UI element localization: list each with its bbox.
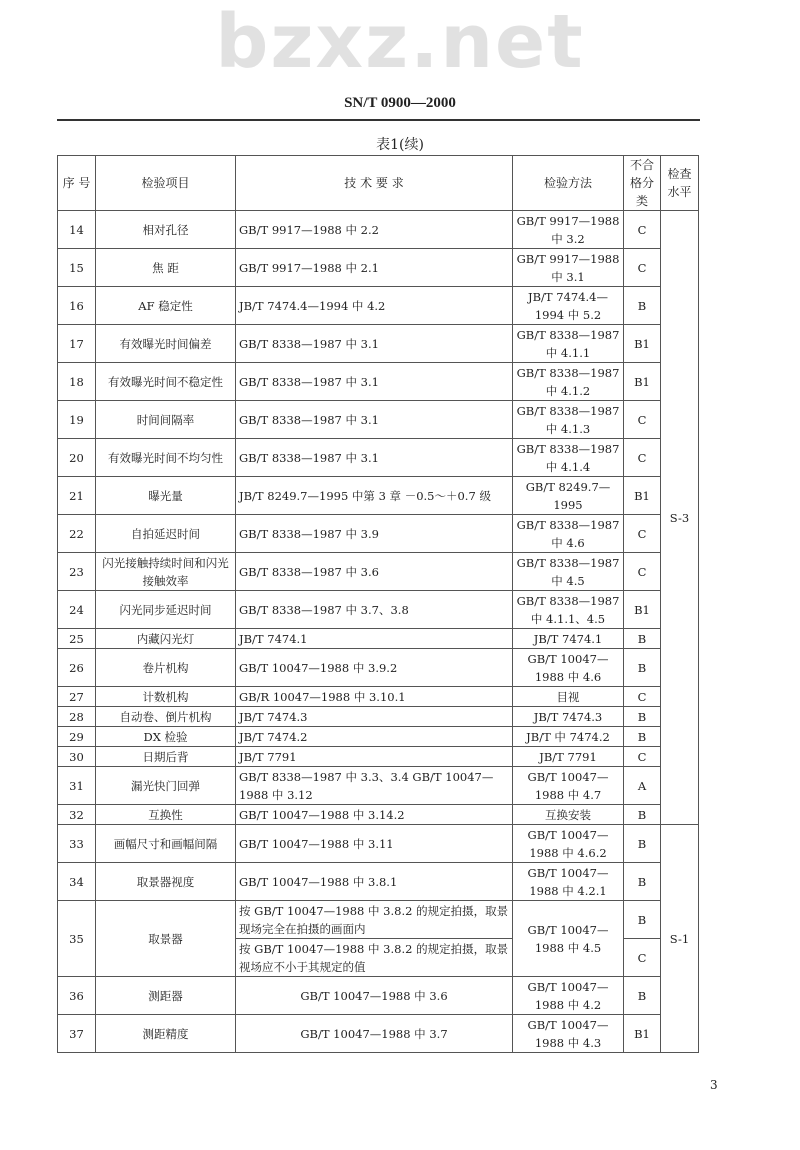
inspection-method: JB/T 7474.1 bbox=[513, 629, 624, 649]
inspection-method: GB/T 10047—1988 中 4.3 bbox=[513, 1015, 624, 1053]
inspection-item: 相对孔径 bbox=[96, 211, 236, 249]
table-row bbox=[58, 629, 699, 649]
inspection-method: GB/T 9917—1988 中 3.2 bbox=[513, 211, 624, 249]
nonconformity-class: B bbox=[624, 863, 661, 901]
nonconformity-class: C bbox=[624, 249, 661, 287]
inspection-level: S-1 bbox=[661, 825, 699, 1053]
technical-requirement: GB/T 10047—1988 中 3.9.2 bbox=[236, 649, 513, 687]
table-row bbox=[58, 825, 699, 863]
table-row bbox=[58, 439, 699, 477]
inspection-item: 漏光快门回弹 bbox=[96, 767, 236, 805]
row-number: 33 bbox=[58, 825, 96, 863]
inspection-method: GB/T 10047—1988 中 4.6 bbox=[513, 649, 624, 687]
row-number: 14 bbox=[58, 211, 96, 249]
inspection-item: 计数机构 bbox=[96, 687, 236, 707]
technical-requirement: GB/T 10047—1988 中 3.6 bbox=[236, 977, 513, 1015]
inspection-method: 目视 bbox=[513, 687, 624, 707]
inspection-method: GB/T 8338—1987 中 4.1.1、4.5 bbox=[513, 591, 624, 629]
watermark: bzxz.net bbox=[215, 0, 585, 85]
technical-requirement: 按 GB/T 10047—1988 中 3.8.2 的规定拍摄，取景视场应不小于其规定的值 bbox=[236, 939, 513, 977]
technical-requirement: JB/T 7474.4—1994 中 4.2 bbox=[236, 287, 513, 325]
inspection-item: 内藏闪光灯 bbox=[96, 629, 236, 649]
inspection-item: 画幅尺寸和画幅间隔 bbox=[96, 825, 236, 863]
table-body bbox=[58, 211, 699, 1053]
table-row bbox=[58, 767, 699, 805]
technical-requirement: GB/T 10047—1988 中 3.14.2 bbox=[236, 805, 513, 825]
table-row bbox=[58, 707, 699, 727]
standard-code-header: SN/T 0900—2000 bbox=[344, 95, 456, 111]
table-row bbox=[58, 363, 699, 401]
row-number: 37 bbox=[58, 1015, 96, 1053]
table-row bbox=[58, 515, 699, 553]
inspection-method: JB/T 7791 bbox=[513, 747, 624, 767]
nonconformity-class: B bbox=[624, 649, 661, 687]
row-number: 17 bbox=[58, 325, 96, 363]
nonconformity-class: B1 bbox=[624, 591, 661, 629]
inspection-item: 闪光接触持续时间和闪光接触效率 bbox=[96, 553, 236, 591]
inspection-method: GB/T 10047—1988 中 4.6.2 bbox=[513, 825, 624, 863]
row-number: 36 bbox=[58, 977, 96, 1015]
page-number: 3 bbox=[710, 1078, 718, 1092]
nonconformity-class: B1 bbox=[624, 1015, 661, 1053]
technical-requirement: GB/T 8338—1987 中 3.9 bbox=[236, 515, 513, 553]
table-row bbox=[58, 687, 699, 707]
header-rule bbox=[57, 119, 700, 121]
technical-requirement: JB/T 8249.7—1995 中第 3 章 －0.5～＋0.7 级 bbox=[236, 477, 513, 515]
inspection-method: GB/T 10047—1988 中 4.2 bbox=[513, 977, 624, 1015]
technical-requirement: JB/T 7474.3 bbox=[236, 707, 513, 727]
technical-requirement: GB/R 10047—1988 中 3.10.1 bbox=[236, 687, 513, 707]
row-number: 32 bbox=[58, 805, 96, 825]
row-number: 24 bbox=[58, 591, 96, 629]
table-row bbox=[58, 805, 699, 825]
technical-requirement: 按 GB/T 10047—1988 中 3.8.2 的规定拍摄，取景现场完全在拍摄的画面内 bbox=[236, 901, 513, 939]
inspection-item: 互换性 bbox=[96, 805, 236, 825]
inspection-item: 卷片机构 bbox=[96, 649, 236, 687]
inspection-method: GB/T 8338—1987 中 4.1.2 bbox=[513, 363, 624, 401]
nonconformity-class: B1 bbox=[624, 363, 661, 401]
table-row bbox=[58, 211, 699, 249]
inspection-item: 测距器 bbox=[96, 977, 236, 1015]
nonconformity-class: B bbox=[624, 825, 661, 863]
inspection-item: AF 稳定性 bbox=[96, 287, 236, 325]
inspection-method: GB/T 10047—1988 中 4.5 bbox=[513, 901, 624, 977]
table-row bbox=[58, 649, 699, 687]
nonconformity-class: C bbox=[624, 439, 661, 477]
header-class: 不合格分类 bbox=[624, 156, 661, 211]
technical-requirement: JB/T 7474.1 bbox=[236, 629, 513, 649]
row-number: 30 bbox=[58, 747, 96, 767]
table-row bbox=[58, 1015, 699, 1053]
nonconformity-class: B1 bbox=[624, 325, 661, 363]
inspection-item: 自动卷、倒片机构 bbox=[96, 707, 236, 727]
row-number: 23 bbox=[58, 553, 96, 591]
inspection-item: 焦 距 bbox=[96, 249, 236, 287]
inspection-method: JB/T 中 7474.2 bbox=[513, 727, 624, 747]
table-row bbox=[58, 747, 699, 767]
header-method: 检验方法 bbox=[513, 156, 624, 211]
row-number: 15 bbox=[58, 249, 96, 287]
table-header-row bbox=[58, 156, 699, 211]
technical-requirement: GB/T 8338—1987 中 3.1 bbox=[236, 439, 513, 477]
inspection-item: 时间间隔率 bbox=[96, 401, 236, 439]
nonconformity-class: C bbox=[624, 401, 661, 439]
nonconformity-class: B bbox=[624, 805, 661, 825]
nonconformity-class: C bbox=[624, 687, 661, 707]
inspection-item: 曝光量 bbox=[96, 477, 236, 515]
nonconformity-class: C bbox=[624, 211, 661, 249]
table-row bbox=[58, 287, 699, 325]
row-number: 35 bbox=[58, 901, 96, 977]
table-row bbox=[58, 401, 699, 439]
row-number: 31 bbox=[58, 767, 96, 805]
table-row bbox=[58, 591, 699, 629]
row-number: 25 bbox=[58, 629, 96, 649]
inspection-method: GB/T 10047—1988 中 4.2.1 bbox=[513, 863, 624, 901]
row-number: 21 bbox=[58, 477, 96, 515]
table-caption: 表1(续) bbox=[376, 137, 424, 153]
nonconformity-class: A bbox=[624, 767, 661, 805]
table-row bbox=[58, 477, 699, 515]
technical-requirement: GB/T 10047—1988 中 3.7 bbox=[236, 1015, 513, 1053]
inspection-item: 自拍延迟时间 bbox=[96, 515, 236, 553]
technical-requirement: GB/T 8338—1987 中 3.1 bbox=[236, 363, 513, 401]
header-item: 检验项目 bbox=[96, 156, 236, 211]
inspection-item: 测距精度 bbox=[96, 1015, 236, 1053]
table-row bbox=[58, 727, 699, 747]
inspection-method: GB/T 8338—1987 中 4.5 bbox=[513, 553, 624, 591]
row-number: 22 bbox=[58, 515, 96, 553]
nonconformity-class: B bbox=[624, 727, 661, 747]
inspection-method: 互换安装 bbox=[513, 805, 624, 825]
row-number: 19 bbox=[58, 401, 96, 439]
inspection-method: GB/T 8338—1987 中 4.1.1 bbox=[513, 325, 624, 363]
nonconformity-class: C bbox=[624, 747, 661, 767]
inspection-table bbox=[57, 155, 699, 1053]
technical-requirement: GB/T 10047—1988 中 3.8.1 bbox=[236, 863, 513, 901]
nonconformity-class: B1 bbox=[624, 477, 661, 515]
nonconformity-class: C bbox=[624, 553, 661, 591]
inspection-item: 有效曝光时间偏差 bbox=[96, 325, 236, 363]
technical-requirement: GB/T 8338—1987 中 3.1 bbox=[236, 401, 513, 439]
inspection-item: 取景器 bbox=[96, 901, 236, 977]
table-row bbox=[58, 977, 699, 1015]
table-row bbox=[58, 863, 699, 901]
inspection-method: GB/T 8249.7—1995 bbox=[513, 477, 624, 515]
row-number: 16 bbox=[58, 287, 96, 325]
inspection-item: 取景器视度 bbox=[96, 863, 236, 901]
header-level: 检查水平 bbox=[661, 156, 699, 211]
inspection-item: 闪光同步延迟时间 bbox=[96, 591, 236, 629]
inspection-item: 有效曝光时间不均匀性 bbox=[96, 439, 236, 477]
nonconformity-class: B bbox=[624, 629, 661, 649]
technical-requirement: GB/T 10047—1988 中 3.11 bbox=[236, 825, 513, 863]
row-number: 29 bbox=[58, 727, 96, 747]
table-row bbox=[58, 553, 699, 591]
nonconformity-class: B bbox=[624, 901, 661, 939]
header-requirement: 技 术 要 求 bbox=[236, 156, 513, 211]
technical-requirement: JB/T 7474.2 bbox=[236, 727, 513, 747]
technical-requirement: GB/T 8338—1987 中 3.3、3.4 GB/T 10047—1988 中 3.12 bbox=[236, 767, 513, 805]
row-number: 18 bbox=[58, 363, 96, 401]
inspection-level: S-3 bbox=[661, 211, 699, 825]
nonconformity-class: B bbox=[624, 287, 661, 325]
table-row bbox=[58, 249, 699, 287]
nonconformity-class: C bbox=[624, 515, 661, 553]
row-number: 34 bbox=[58, 863, 96, 901]
table-row bbox=[58, 325, 699, 363]
inspection-method: GB/T 8338—1987 中 4.1.4 bbox=[513, 439, 624, 477]
row-number: 27 bbox=[58, 687, 96, 707]
technical-requirement: GB/T 8338—1987 中 3.7、3.8 bbox=[236, 591, 513, 629]
inspection-method: GB/T 9917—1988 中 3.1 bbox=[513, 249, 624, 287]
inspection-item: 有效曝光时间不稳定性 bbox=[96, 363, 236, 401]
technical-requirement: GB/T 9917—1988 中 2.1 bbox=[236, 249, 513, 287]
inspection-method: GB/T 8338—1987 中 4.6 bbox=[513, 515, 624, 553]
header-no: 序 号 bbox=[58, 156, 96, 211]
row-number: 28 bbox=[58, 707, 96, 727]
inspection-item: DX 检验 bbox=[96, 727, 236, 747]
technical-requirement: JB/T 7791 bbox=[236, 747, 513, 767]
inspection-method: JB/T 7474.4—1994 中 5.2 bbox=[513, 287, 624, 325]
nonconformity-class: B bbox=[624, 977, 661, 1015]
nonconformity-class: C bbox=[624, 939, 661, 977]
inspection-method: GB/T 10047—1988 中 4.7 bbox=[513, 767, 624, 805]
technical-requirement: GB/T 8338—1987 中 3.1 bbox=[236, 325, 513, 363]
inspection-method: GB/T 8338—1987 中 4.1.3 bbox=[513, 401, 624, 439]
table-row bbox=[58, 901, 699, 939]
row-number: 26 bbox=[58, 649, 96, 687]
inspection-method: JB/T 7474.3 bbox=[513, 707, 624, 727]
nonconformity-class: B bbox=[624, 707, 661, 727]
row-number: 20 bbox=[58, 439, 96, 477]
technical-requirement: GB/T 9917—1988 中 2.2 bbox=[236, 211, 513, 249]
technical-requirement: GB/T 8338—1987 中 3.6 bbox=[236, 553, 513, 591]
inspection-item: 日期后背 bbox=[96, 747, 236, 767]
